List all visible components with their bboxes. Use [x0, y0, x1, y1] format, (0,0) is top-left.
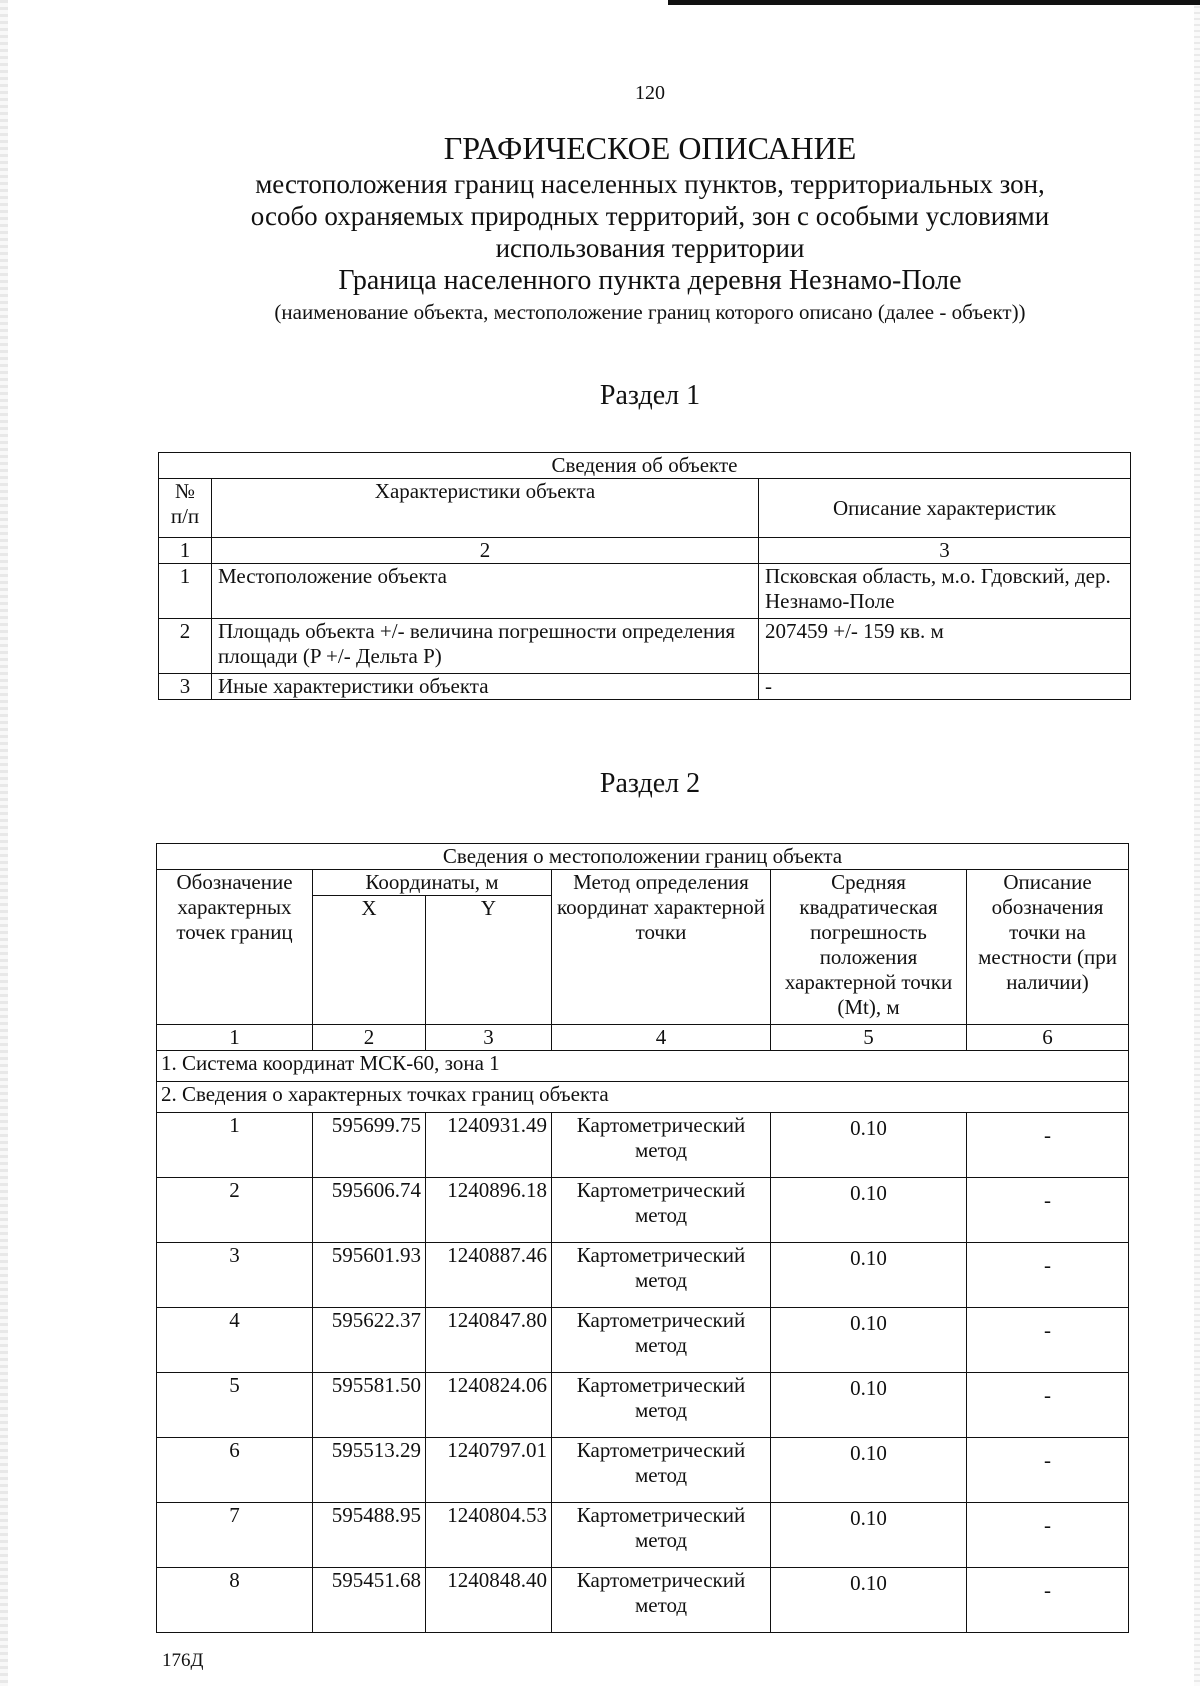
y-coordinate-cell: 1240887.46 — [426, 1243, 552, 1308]
method-cell: Картометрический метод — [552, 1438, 771, 1503]
top-scan-rule — [668, 0, 1200, 5]
x-coordinate-cell: 595581.50 — [313, 1373, 426, 1438]
table-row — [157, 1503, 1129, 1568]
location-description-cell: - — [967, 1373, 1129, 1438]
method-cell: Картометрический метод — [552, 1373, 771, 1438]
row-number: 3 — [159, 674, 212, 700]
x-coordinate-cell: 595622.37 — [313, 1308, 426, 1373]
location-description-cell: - — [967, 1178, 1129, 1243]
table-row — [157, 1243, 1129, 1308]
footer-code: 176Д — [162, 1650, 204, 1671]
y-coordinate-cell: 1240824.06 — [426, 1373, 552, 1438]
point-number-cell: 3 — [157, 1243, 313, 1308]
row-number: 2 — [159, 619, 212, 674]
row-number: 1 — [159, 564, 212, 619]
method-cell: Картометрический метод — [552, 1178, 771, 1243]
document-header — [0, 128, 1200, 326]
table-row — [157, 1113, 1129, 1178]
col-number: 6 — [967, 1025, 1129, 1051]
point-number-cell: 5 — [157, 1373, 313, 1438]
row-name: Площадь объекта +/- величина погрешности определения площади (P +/- Дельта P) — [212, 619, 759, 674]
error-cell: 0.10 — [771, 1568, 967, 1633]
x-coordinate-cell: 595513.29 — [313, 1438, 426, 1503]
method-cell: Картометрический метод — [552, 1308, 771, 1373]
header-x: X — [313, 896, 426, 1025]
row-name: Иные характеристики объекта — [212, 674, 759, 700]
col-number: 3 — [759, 538, 1131, 564]
col-number: 3 — [426, 1025, 552, 1051]
header-characteristics: Характеристики объекта — [212, 479, 759, 538]
y-coordinate-cell: 1240804.53 — [426, 1503, 552, 1568]
y-coordinate-cell: 1240896.18 — [426, 1178, 552, 1243]
col-number: 2 — [212, 538, 759, 564]
point-number-cell: 4 — [157, 1308, 313, 1373]
object-name: Граница населенного пункта деревня Незнамо-Поле — [338, 265, 962, 296]
col-number: 5 — [771, 1025, 967, 1051]
error-cell: 0.10 — [771, 1178, 967, 1243]
row-name: Местоположение объекта — [212, 564, 759, 619]
y-coordinate-cell: 1240797.01 — [426, 1438, 552, 1503]
table-row — [157, 1373, 1129, 1438]
table-caption: Сведения о местоположении границ объекта — [157, 844, 1129, 870]
point-number-cell: 6 — [157, 1438, 313, 1503]
x-coordinate-cell: 595488.95 — [313, 1503, 426, 1568]
location-description-cell: - — [967, 1438, 1129, 1503]
error-cell: 0.10 — [771, 1243, 967, 1308]
table-caption: Сведения об объекте — [159, 453, 1131, 479]
x-coordinate-cell: 595606.74 — [313, 1178, 426, 1243]
x-coordinate-cell: 595601.93 — [313, 1243, 426, 1308]
header-method: Метод определения координат характерной точки — [552, 870, 771, 1025]
method-cell: Картометрический метод — [552, 1113, 771, 1178]
subtitle-line-2: особо охраняемых природных территорий, зон с особыми условиями — [250, 201, 1050, 231]
y-coordinate-cell: 1240848.40 — [426, 1568, 552, 1633]
subtitle-line-3: использования территории — [495, 233, 805, 263]
table-row — [157, 1178, 1129, 1243]
col-number: 1 — [159, 538, 212, 564]
method-cell: Картометрический метод — [552, 1243, 771, 1308]
header-y: Y — [426, 896, 552, 1025]
point-number-cell: 7 — [157, 1503, 313, 1568]
point-number-cell: 1 — [157, 1113, 313, 1178]
error-cell: 0.10 — [771, 1308, 967, 1373]
section-1-title: Раздел 1 — [599, 380, 701, 411]
row-value: - — [759, 674, 1131, 700]
row-value: 207459 +/- 159 кв. м — [759, 619, 1131, 674]
method-cell: Картометрический метод — [552, 1503, 771, 1568]
error-cell: 0.10 — [771, 1438, 967, 1503]
col-number: 2 — [313, 1025, 426, 1051]
error-cell: 0.10 — [771, 1503, 967, 1568]
row-value: Псковская область, м.о. Гдовский, дер. Незнамо-Поле — [759, 564, 1131, 619]
table-row — [157, 1568, 1129, 1633]
document-title: ГРАФИЧЕСКОЕ ОПИСАНИЕ — [443, 130, 857, 166]
table-row — [157, 1308, 1129, 1373]
y-coordinate-cell: 1240931.49 — [426, 1113, 552, 1178]
location-description-cell: - — [967, 1113, 1129, 1178]
header-location-description: Описание обозначения точки на местности (при наличии) — [967, 870, 1129, 1025]
error-cell: 0.10 — [771, 1373, 967, 1438]
page-number: 120 — [635, 82, 665, 104]
object-info-table — [158, 452, 1131, 700]
header-number: № п/п — [159, 479, 212, 538]
error-cell: 0.10 — [771, 1113, 967, 1178]
header-description: Описание характеристик — [759, 479, 1131, 538]
boundary-points-table — [156, 843, 1129, 1633]
point-number-cell: 8 — [157, 1568, 313, 1633]
points-body — [157, 1113, 1129, 1633]
subtitle-line-1: местоположения границ населенных пунктов, территориальных зон, — [255, 169, 1045, 199]
table-row — [157, 1438, 1129, 1503]
object-note: (наименование объекта, местоположение границ которого описано (далее - объект)) — [274, 300, 1026, 324]
coordinate-system-row: 1. Система координат МСК-60, зона 1 — [157, 1051, 1129, 1082]
points-heading-row: 2. Сведения о характерных точках границ объекта — [157, 1082, 1129, 1113]
point-number-cell: 2 — [157, 1178, 313, 1243]
x-coordinate-cell: 595451.68 — [313, 1568, 426, 1633]
header-coords: Координаты, м — [313, 870, 552, 896]
location-description-cell: - — [967, 1503, 1129, 1568]
header-point: Обозначение характерных точек границ — [157, 870, 313, 1025]
location-description-cell: - — [967, 1568, 1129, 1633]
col-number: 4 — [552, 1025, 771, 1051]
header-error: Средняя квадратическая погрешность положения характерной точки (Mt), м — [771, 870, 967, 1025]
y-coordinate-cell: 1240847.80 — [426, 1308, 552, 1373]
section-2-title: Раздел 2 — [599, 768, 701, 799]
location-description-cell: - — [967, 1308, 1129, 1373]
x-coordinate-cell: 595699.75 — [313, 1113, 426, 1178]
col-number: 1 — [157, 1025, 313, 1051]
location-description-cell: - — [967, 1243, 1129, 1308]
method-cell: Картометрический метод — [552, 1568, 771, 1633]
